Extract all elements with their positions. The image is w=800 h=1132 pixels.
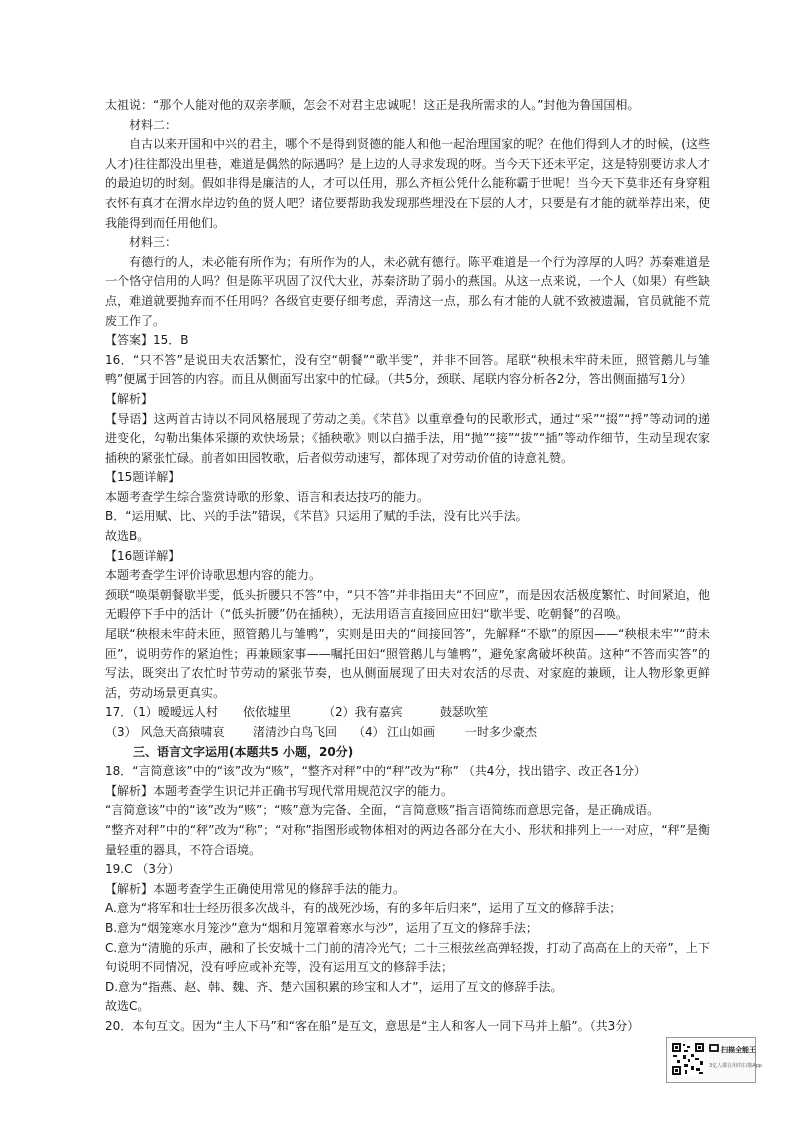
text-line-6: 16．“只不答”是说田夫农活繁忙，没有空“朝餐”“歌半雯”，并非不回答。尾联“秧根未牢莳未匝，照管鹅儿与雏鸭”便属于回答的内容。而且从侧面写出家中的忙碌。（共5分，颈联、尾联内容分析各2分，答出侧面描写1分） — [105, 352, 710, 387]
answer-part-1 — [105, 96, 710, 703]
text2-line-6: A.意为“将军和壮士经历很多次战斗，有的战死沙场，有的多年后归来”，运用了互文的修辞手法； — [105, 901, 622, 916]
answer-part-2 — [105, 762, 710, 1036]
text-line-9: 【15题详解】 — [105, 470, 181, 485]
text2-line-7: B.意为“烟笼寒水月笼沙”意为“烟和月笼罩着寒水与沙”，运用了互文的修辞手法； — [105, 920, 538, 935]
text-line-7: 【解析】 — [105, 391, 154, 406]
q17-item-1: 依依墟里 — [243, 705, 292, 720]
text-line-3: 材料三： — [129, 235, 178, 250]
q17b-item-1: 渚清沙白鸟飞回 — [253, 725, 338, 739]
text2-line-11: 20．本句互文。因为“主人下马”和“客在船”是互文，意思是“主人和客人一同下马并上船”。（共3分） — [105, 1018, 640, 1033]
text2-line-4: 19.C （3分） — [105, 862, 180, 877]
text-line-15: 颈联“唤渠朝餐歇半雯，低头折腰只不答”中，“只不答”并非指田夫“不回应”，而是因农活极度繁忙、时间紧迫，他无暇停下手中的活计（“低头折腰”仍在插秧），无法用语言直接回应田妇“歇半雯、吃朝餐”的召唤。 — [105, 587, 710, 622]
text2-line-8: C.意为“清脆的乐声，融和了长安城十二门前的清冷光气；二十三根弦丝高弹轻拨，打动了高高在上的天帝”，上下句说明不同情况，没有呼应或补充等，没有运用互文的修辞手法； — [105, 940, 710, 975]
q17-line-1 — [105, 703, 710, 723]
text-line-11: B．“运用赋、比、兴的手法”错误，《芣苢》只运用了赋的手法，没有比兴手法。 — [105, 509, 528, 524]
text2-line-5: 【解析】本题考查学生正确使用常见的修辞手法的能力。 — [105, 881, 406, 896]
brand-title: 扫描全能王 — [721, 1046, 756, 1054]
q17b-item-0: （3） 风急天高猿啸哀 — [105, 725, 225, 739]
q17-item-3: 鼓瑟吹笙 — [440, 705, 489, 720]
text-line-5: 【答案】15．B — [105, 333, 189, 348]
text-line-16: 尾联“秧根未牢莳未匝，照管鹅儿与雏鸭”，实则是田夫的“间接回答”，先解释“不歇”的原因——“秧根未牢”“莳未匝”，说明劳作的紧迫性；再兼顾家事——嘱托田妇“照管鹅儿与雏鸭”，避免家禽破坏秧苗。这种“不答而实答”的写法，既突出了农忙时节劳动的紧张节奏，也从侧面展现了田夫对农活的尽责、对家庭的兼顾，让人物形象更鲜活，劳动场景更真实。 — [105, 627, 710, 700]
qr-code-icon — [671, 1042, 705, 1076]
text2-line-0: 18．“言简意该”中的“该”改为“赅”，“整齐对秤”中的“秤”改为“称” （共4分，找出错字、改正各1分） — [105, 764, 646, 779]
cs-logo-icon — [709, 1044, 719, 1052]
q17b-item-3: 江山如画 — [387, 725, 436, 739]
q17-item-2: （2）我有嘉宾 — [323, 705, 403, 720]
document-body — [105, 96, 710, 1037]
text-line-1: 材料二： — [129, 117, 178, 132]
text-line-2: 自古以来开国和中兴的君主，哪个不是得到贤德的能人和他一起治理国家的呢？在他们得到人才的时候，(这些人才)往往都没出里巷，难道是偶然的际遇吗？是上边的人寻求发现的呀。当今天下还未平定，这是特别要访求人才的最迫切的时刻。假如非得是廉洁的人，才可以任用，那么齐桓公凭什么能称霸于世呢！当今天下莫非还有身穿粗衣怀有真才在渭水岸边钓鱼的贤人吧？诸位要帮助我发现那些埋没在下层的人才，只要是有才能的就举荐出来，使我能得到而任用他们。 — [105, 137, 710, 230]
text-line-0: 太祖说：“那个人能对他的双亲孝顺，怎会不对君主忠诚呢！这正是我所需求的人。”封他为鲁国国相。 — [105, 98, 640, 112]
text-line-12: 故选B。 — [105, 529, 150, 544]
section-heading: 三、语言文字运用(本题共5 小题，20分) — [133, 744, 354, 759]
q17b-item-4: 一时多少豪杰 — [465, 725, 538, 739]
text-line-4: 有德行的人，未必能有所作为；有所作为的人，未必就有德行。陈平难道是一个行为淳厚的人吗？苏秦难道是一个恪守信用的人吗？但是陈平巩固了汉代大业，苏秦济助了弱小的燕国。从这一点来说，一个人（如果）有些缺点，难道就要抛弃而不任用吗？各级官吏要仔细考虑，弄清这一点，那么有才能的人就不致被遗漏，官员就能不荒废工作了。 — [105, 254, 710, 328]
text2-line-1: 【解析】本题考查学生识记并正确书写现代常用规范汉字的能力。 — [105, 783, 454, 798]
scanner-watermark-badge — [666, 1037, 762, 1083]
text-line-13: 【16题详解】 — [105, 548, 181, 563]
q17b-item-2: （4） — [353, 725, 385, 739]
text-line-10: 本题考查学生综合鉴赏诗歌的形象、语言和表达技巧的能力。 — [105, 489, 430, 504]
q17-line-2 — [105, 723, 710, 743]
text2-line-2: “言简意该”中的“该”改为“赅”；“赅”意为完备、全面，“言简意赅”指言语简练而意思完备，是正确成语。 — [105, 803, 660, 818]
text2-line-3: “整齐对秤”中的“秤”改为“称”；“对称”指图形或物体相对的两边各部分在大小、形状和排列上一一对应，“秤”是衡量轻重的器具，不符合语境。 — [105, 822, 710, 857]
text2-line-9: D.意为“指燕、赵、韩、魏、齐、楚六国积累的珍宝和人才”，运用了互文的修辞手法。 — [105, 979, 563, 994]
text-line-8: 【导语】这两首古诗以不同风格展现了劳动之美。《芣苢》以重章叠句的民歌形式，通过“采”“掇”“捋”等动词的递进变化，勾勒出集体采撷的欢快场景；《插秧歌》则以白描手法，用“抛”“接”“拔”“插”等动作细节，生动呈现农家插秧的紧张忙碌。前者如田园牧歌，后者似劳动速写，都体现了对劳动价值的诗意礼赞。 — [105, 411, 710, 465]
brand-subtitle: 3亿人都在用的扫描App — [709, 1063, 762, 1069]
text2-line-10: 故选C。 — [105, 999, 150, 1014]
q17-item-0: 17．（1）暧暧远人村 — [105, 705, 218, 720]
text-line-14: 本题考查学生评价诗歌思想内容的能力。 — [105, 568, 322, 583]
